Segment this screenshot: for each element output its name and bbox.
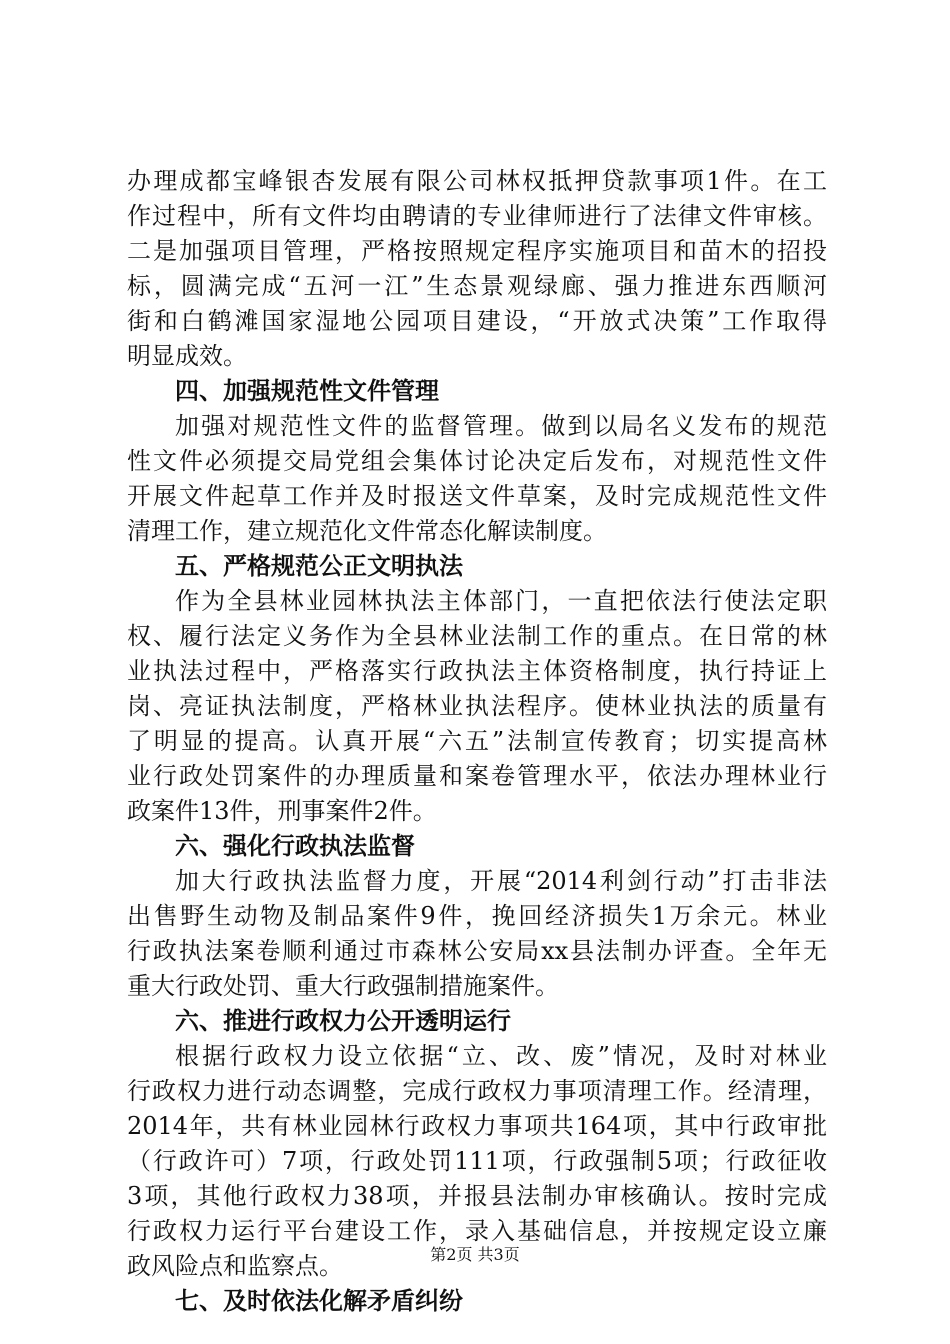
text-line: 明显成效。 [127,342,247,370]
text-line: 街和白鹤滩国家湿地公园项目建设，“开放式决策”工作取得 [127,307,827,335]
text-line: 性文件必须提交局党组会集体讨论决定后发布，对规范性文件 [127,447,827,475]
section-heading: 六、强化行政执法监督 [175,832,415,860]
text-line: 开展文件起草工作并及时报送文件草案，及时完成规范性文件 [127,482,827,510]
page-footer: 第2页 共3页 [430,1245,520,1264]
text-line: 了明显的提高。认真开展“六五”法制宣传教育；切实提高林 [127,727,827,755]
text-line: 行政执法案卷顺利通过市森林公安局xx县法制办评查。全年无 [127,937,827,965]
section-heading: 六、推进行政权力公开透明运行 [175,1007,511,1035]
body-paragraph [127,864,827,1004]
text-line: 标，圆满完成“五河一江”生态景观绿廊、强力推进东西顺河 [127,272,827,300]
text-line: 根据行政权力设立依据“立、改、废”情况，及时对林业 [175,1042,827,1070]
text-line: 加强对规范性文件的监督管理。做到以局名义发布的规范 [175,412,827,440]
text-line: 业执法过程中，严格落实行政执法主体资格制度，执行持证上 [127,657,827,685]
text-line: （行政许可）7项，行政处罚111项，行政强制5项；行政征收 [127,1147,827,1175]
text-line: 权、履行法定义务作为全县林业法制工作的重点。在日常的林 [127,622,827,650]
section-heading: 四、加强规范性文件管理 [175,377,439,405]
body-paragraph [127,164,827,374]
text-line: 作为全县林业园林执法主体部门，一直把依法行使法定职 [175,587,827,615]
text-line: 行政权力进行动态调整，完成行政权力事项清理工作。经清理， [127,1077,827,1105]
body-paragraph [127,409,827,549]
text-line: 出售野生动物及制品案件9件，挽回经济损失1万余元。林业 [127,902,827,930]
text-line: 重大行政处罚、重大行政强制措施案件。 [127,972,559,1000]
text-line: 加大行政执法监督力度，开展“2014利剑行动”打击非法 [175,867,827,895]
text-line: 3项，其他行政权力38项，并报县法制办审核确认。按时完成 [127,1182,827,1210]
document-body [127,164,827,1319]
text-line: 行政权力运行平台建设工作，录入基础信息，并按规定设立廉 [127,1217,827,1245]
section-heading: 七、及时依法化解矛盾纠纷 [175,1287,463,1315]
text-line: 办理成都宝峰银杏发展有限公司林权抵押贷款事项1件。在工 [127,167,827,195]
text-line: 政风险点和监察点。 [127,1252,343,1280]
text-line: 二是加强项目管理，严格按照规定程序实施项目和苗木的招投 [127,237,827,265]
text-line: 岗、亮证执法制度，严格林业执法程序。使林业执法的质量有 [127,692,827,720]
text-line: 2014年，共有林业园林行政权力事项共164项，其中行政审批 [127,1112,827,1140]
text-line: 清理工作，建立规范化文件常态化解读制度。 [127,517,607,545]
section-heading: 五、严格规范公正文明执法 [175,552,463,580]
text-line: 业行政处罚案件的办理质量和案卷管理水平，依法办理林业行 [127,762,827,790]
body-paragraph [127,584,827,829]
text-line: 作过程中，所有文件均由聘请的专业律师进行了法律文件审核。 [127,202,827,230]
text-line: 政案件13件，刑事案件2件。 [127,797,437,825]
